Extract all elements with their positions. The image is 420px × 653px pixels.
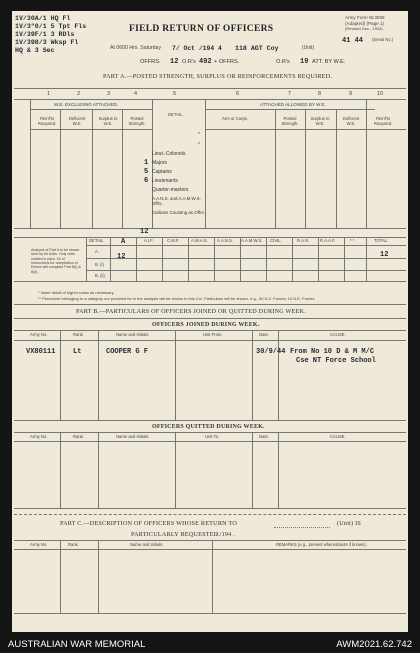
- analysis-col: A.I.F.: [144, 238, 154, 243]
- rank-label: A.A.N.S. and A.A.M.W.S. Offrs.: [152, 196, 201, 207]
- unit-line: HQ & 3 Sec: [15, 47, 55, 54]
- col-number: 2: [77, 91, 81, 97]
- joined-army-no: VX80111: [26, 348, 56, 356]
- col-number: 1: [47, 91, 51, 97]
- form-ref: (Revised Dec., 1942): [345, 26, 383, 31]
- col-header: Posted Strength.: [128, 116, 146, 126]
- analysis-row: B. (i): [95, 262, 104, 267]
- col-header: Name and Initials.: [116, 434, 150, 439]
- unit-label: (Unit): [302, 45, 315, 51]
- archive-name: AUSTRALIAN WAR MEMORIAL: [8, 639, 146, 650]
- col-header: Surplus to W.E.: [310, 116, 330, 126]
- analysis-row: A.: [95, 249, 99, 254]
- col-header: Army No.: [30, 434, 48, 439]
- att-label: ATT. BY W.E.: [312, 59, 346, 65]
- analysis-note: Analysis of Part A to be shown here by All Units. Only units notified in para. 16 of Instructions for compilation of Return will complete Part B(i) & B(ii).: [31, 248, 81, 274]
- rank-label: Lieutenants: [152, 178, 178, 184]
- col-number: 4: [134, 91, 138, 97]
- col-header: Rank.: [73, 332, 84, 337]
- rank-label: Lieut.-Colonels: [152, 151, 186, 157]
- archive-footer: [0, 637, 420, 653]
- col-number: 6: [236, 91, 240, 97]
- joined-rank: Lt: [73, 348, 82, 356]
- col-header: Unit To.: [205, 434, 220, 439]
- col-header: Army No.: [30, 542, 48, 547]
- quitted-title: OFFICERS QUITTED DURING WEEK.: [152, 424, 265, 430]
- ors-label: O.R's: [182, 59, 196, 65]
- col-header: Reinf'ts Required.: [373, 116, 393, 126]
- serial-number: 41 44: [342, 37, 364, 45]
- analysis-col: R.A.N.: [297, 238, 310, 243]
- group-header-att: ATTACHED ALLOWED BY W.E.: [260, 102, 326, 107]
- unit-line: 1V/39F/1 3 RDls: [15, 31, 75, 38]
- col-header: Reinf'ts Required.: [37, 116, 57, 126]
- col-header: Arm or Corps.: [222, 116, 249, 121]
- att-offrs-label: + OFFRS.: [214, 59, 240, 65]
- unit-line: 1V/3"0/1 5 Tpt Fls: [15, 23, 87, 30]
- att-ors-count: 19: [300, 58, 309, 66]
- analysis-col: DETAIL.: [89, 238, 105, 243]
- analysis-row: B. (ii): [95, 273, 105, 278]
- col-header: Rank.: [68, 542, 79, 547]
- col-number: 10: [377, 91, 384, 97]
- part-b-title: PART B.—PARTICULARS OF OFFICERS JOINED OR QUITTED DURING WEEK.: [76, 308, 306, 315]
- col-header: CAUSE.: [330, 434, 346, 439]
- form-ref: (Adapted) (Page 1): [345, 21, 385, 26]
- col-number: 5: [173, 91, 177, 97]
- analysis-col: * *: [350, 238, 355, 243]
- analysis-col: R.A.A.F.: [320, 238, 336, 243]
- rank-label: Quarter-masters: [152, 187, 189, 193]
- joined-name: COOPER G F: [106, 348, 149, 356]
- analysis-total: 12: [380, 251, 389, 259]
- part-c-title-suffix: (Unit) IS: [337, 520, 361, 527]
- unit-name: 118 AGT Coy: [235, 45, 279, 52]
- col-header: Name and Initials.: [116, 332, 150, 337]
- archive-id: AWM2021.62.742: [336, 639, 412, 650]
- col-header: Deficient W.E.: [342, 116, 360, 126]
- col-number: 7: [288, 91, 292, 97]
- time-prefix: At 0600 Hrs. Saturday: [110, 45, 162, 51]
- analysis-col: A.W.A.S.: [191, 238, 208, 243]
- col-header: CAUSE.: [330, 332, 346, 337]
- rank-label: Captains: [152, 169, 172, 175]
- total-posted: 12: [140, 228, 149, 236]
- rank-count: 1: [144, 159, 149, 167]
- rank-count: 5: [144, 168, 149, 176]
- unit-line: 1V/30A/1 HQ Fl: [15, 15, 71, 22]
- joined-cause: From No 10 D & M M/C: [290, 348, 375, 356]
- analysis-col: A.A.N.S.: [217, 238, 234, 243]
- joined-title: OFFICERS JOINED DURING WEEK.: [152, 322, 260, 328]
- analysis-col: CIVIL.: [270, 238, 282, 243]
- att-ors-label: O.R's: [276, 59, 290, 65]
- return-date: 7/ Oct /194 4: [172, 45, 222, 52]
- part-a-title: PART A.—POSTED STRENGTH, SURPLUS OR REINFORCEMENTS REQUIRED.: [103, 73, 333, 80]
- analysis-a-value: 12: [117, 253, 126, 261]
- col-header: Date.: [259, 332, 270, 337]
- analysis-col: TOTAL.: [374, 238, 389, 243]
- form-ref: Army Form W.3009: [345, 15, 385, 20]
- rank-label: Majors: [152, 160, 168, 166]
- col-header: Name and Initials.: [130, 542, 164, 547]
- asterisk-mark: *: [198, 132, 200, 138]
- col-header: Rank.: [73, 434, 84, 439]
- offrs-count: 12: [170, 58, 179, 66]
- analysis-col: A: [121, 238, 126, 246]
- footnote: * Insert detail of higher ranks as necessary.: [38, 290, 115, 295]
- footnote: ** Personnel belonging to a category not provided for in the analysis will be shown in this Col. Particulars will be shown, e.g., 50 N.Z. Forces; 10 N.E. Forces: [38, 296, 315, 301]
- col-header: REMARKS (e.g., present whereabouts if known).: [276, 542, 367, 547]
- col-number: 8: [318, 91, 322, 97]
- group-header-we: W.E. EXCLUDING ATTACHED.: [54, 102, 119, 107]
- col-header: Deficient W.E.: [68, 116, 86, 126]
- part-c-requested: PARTICULARLY REQUESTED.: [131, 531, 221, 538]
- col-header: DETAIL.: [168, 112, 184, 117]
- part-c-date: / /194 .: [216, 531, 235, 538]
- col-header: Surplus to W.E.: [98, 116, 118, 126]
- col-number: 3: [107, 91, 111, 97]
- part-c-title: PART C.—DESCRIPTION OF OFFICERS WHOSE RETURN TO: [60, 520, 237, 527]
- asterisk-mark: *: [198, 142, 200, 148]
- col-header: Posted Strength.: [281, 116, 299, 126]
- col-number: 9: [349, 91, 353, 97]
- col-header: Date.: [259, 434, 270, 439]
- serial-label: (Serial No.): [372, 37, 394, 42]
- form-title: FIELD RETURN OF OFFICERS: [129, 24, 274, 34]
- joined-cause: Cse NT Force School: [296, 357, 376, 365]
- rank-label: Civilians Counting as Offrs.: [152, 210, 205, 215]
- rank-count: 6: [144, 177, 149, 185]
- joined-date: 30/9/44: [256, 348, 286, 356]
- ors-count: 492: [199, 58, 212, 66]
- analysis-col: A.A.M.W.S.: [241, 238, 263, 243]
- analysis-col: C.M.F.: [167, 238, 180, 243]
- offrs-label: OFFRS.: [140, 59, 161, 65]
- unit-line: 1V/398/3 Wksp Fl: [15, 39, 79, 46]
- col-header: Unit From.: [203, 332, 223, 337]
- col-header: Army No.: [30, 332, 48, 337]
